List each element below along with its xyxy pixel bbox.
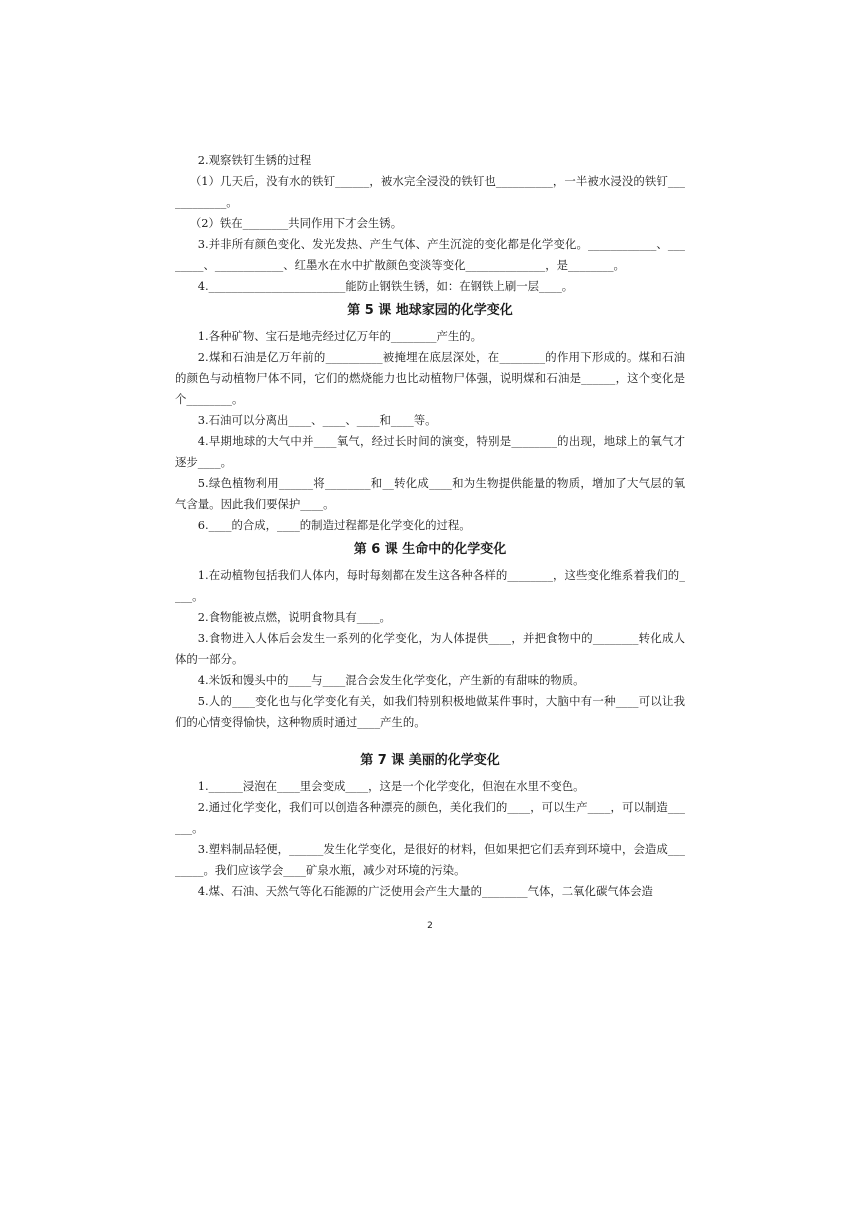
lesson7-item: 4.煤、石油、天然气等化石能源的广泛使用会产生大量的________气体，二氧化碳气体会造	[197, 884, 653, 898]
lesson5-item: 6.____的合成，____的制造过程都是化学变化的过程。	[197, 518, 471, 532]
lesson7-title: 第 7 课 美丽的化学变化	[360, 753, 500, 768]
observe-rust-item-2: （2）铁在________共同作用下才会生锈。	[189, 216, 403, 230]
lesson7-item: 3.塑料制品轻便，______发生化学变化，是很好的材料，但如果把它们丢弃到环境中，会造成________。我们应该学会____矿泉水瓶，减少对环境的污染。	[175, 842, 685, 877]
observe-rust-heading: 2.观察铁钉生锈的过程	[197, 153, 312, 167]
lesson6-item: 5.人的____变化也与化学变化有关，如我们特别积极地做某件事时，大脑中有一种____可以让我们的心情变得愉快，这种物质时通过____产生的。	[175, 694, 685, 729]
lesson6-item: 2.食物能被点燃，说明食物具有____。	[197, 610, 391, 624]
question-4: 4.________________________能防止钢铁生锈，如：在钢铁上刷一层____。	[197, 279, 574, 293]
lesson6-item: 3.食物进入人体后会发生一系列的化学变化，为人体提供____，并把食物中的________转化成人体的一部分。	[175, 631, 685, 666]
lesson7-item: 1.______浸泡在____里会变成____，这是一个化学变化，但泡在水里不变色。	[197, 779, 585, 793]
page-number: 2	[427, 921, 433, 931]
lesson5-title: 第 5 课 地球家园的化学变化	[347, 303, 513, 318]
lesson7-item: 2.通过化学变化，我们可以创造各种漂亮的颜色，美化我们的____，可以生产____，可以制造______。	[175, 800, 685, 835]
lesson6-title: 第 6 课 生命中的化学变化	[353, 542, 507, 557]
observe-rust-item-1: （1）几天后，没有水的铁钉______，被水完全浸没的铁钉也__________，一半被水浸没的铁钉____________。	[175, 174, 685, 209]
lesson6-item: 1.在动植物包括我们人体内，每时每刻都在发生这各种各样的________，这些变化维系着我们的____。	[175, 568, 685, 603]
lesson5-item: 2.煤和石油是亿万年前的__________被掩埋在底层深处，在________的作用下形成的。煤和石油的颜色与动植物尸体不同，它们的燃烧能力也比动植物尸体强，说明煤和石油是______，这个变化是个________。	[175, 350, 685, 406]
lesson5-item: 4.早期地球的大气中并____氧气，经过长时间的演变，特别是________的出现，地球上的氧气才逐步____。	[175, 434, 685, 469]
lesson5-item: 3.石油可以分离出____、____、____和____等。	[197, 413, 437, 427]
lesson5-item: 1.各种矿物、宝石是地壳经过亿万年的________产生的。	[197, 329, 483, 343]
question-3: 3.并非所有颜色变化、发光发热、产生气体、产生沉淀的变化都是化学变化。____________、________、____________、红墨水在水中扩散颜色变淡等变化______________，是________。	[175, 237, 685, 272]
lesson5-item: 5.绿色植物利用______将________和__转化成____和为生物提供能量的物质，增加了大气层的氧气含量。因此我们要保护____。	[175, 476, 685, 511]
page-content	[175, 150, 685, 902]
lesson6-item: 4.米饭和馒头中的____与____混合会发生化学变化，产生新的有甜味的物质。	[197, 673, 585, 687]
section-spacer	[175, 733, 685, 747]
